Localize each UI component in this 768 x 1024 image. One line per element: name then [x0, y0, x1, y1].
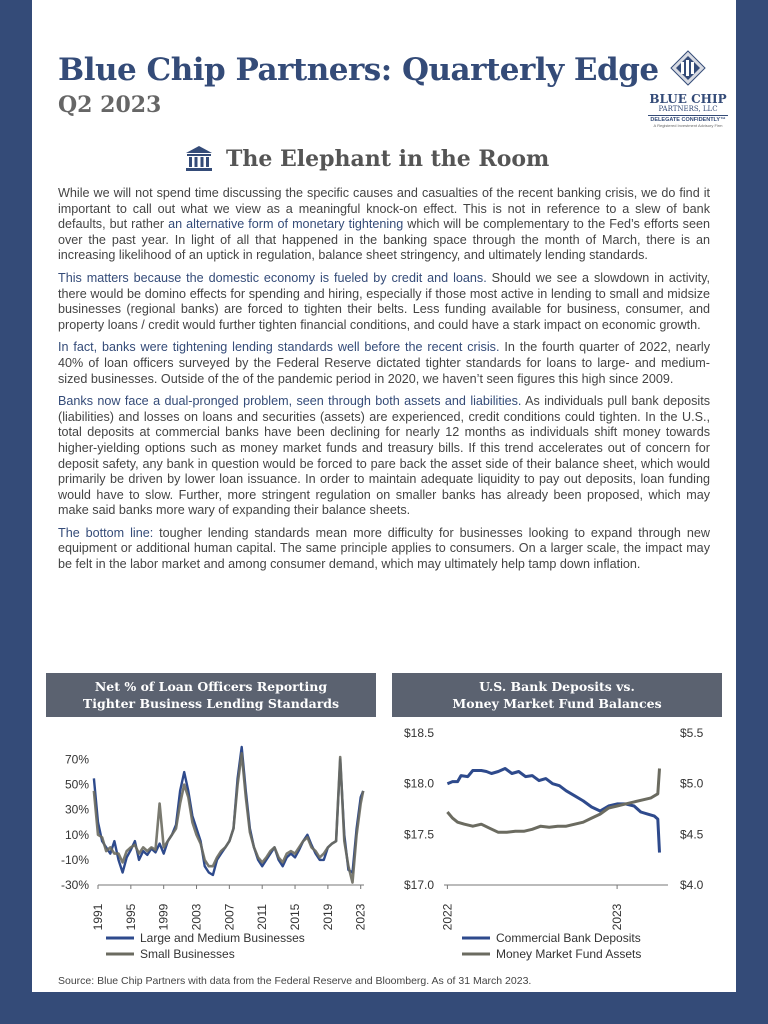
section-heading	[184, 144, 549, 174]
highlight-text: Banks now face a dual-pronged problem, seen through both assets and liabilities.	[58, 394, 522, 409]
y-tick-label: -30%	[60, 878, 89, 892]
legend-label: Money Market Fund Assets	[496, 947, 642, 961]
x-tick-label: 2023	[353, 903, 368, 931]
section-heading-text: The Elephant in the Room	[226, 146, 550, 172]
body-text: which will be complementary to the Fed’s efforts seen over the past year. In light of all that happened in the banking space through the month of March, there is an increasing likelihood of an uptick in regulation, balance sheet stringency, and ultimately lending standards.	[58, 217, 710, 263]
paragraph	[58, 271, 710, 333]
left-y-tick-label: $17.0	[403, 878, 434, 892]
x-tick-label: 1991	[91, 903, 105, 931]
x-tick-label: 2015	[288, 903, 303, 931]
right-y-tick-label: $5.5	[680, 726, 704, 740]
bottom-border-band	[0, 992, 768, 1024]
highlight-text: In fact, banks were tightening lending standards well before the recent crisis.	[58, 340, 500, 355]
x-tick-label: 2019	[320, 903, 335, 931]
body-text: Should we see a slowdown in activity, there would be domino effects for spending and hiring, especially if those most active in lending to small and midsize businesses (regional banks) are forced to tighten their belts. Less funding available for business, consumer, and property loans / credit would further tighten financial conditions, and could have a stark impact on economic growth.	[58, 270, 710, 332]
y-tick-label: 30%	[64, 802, 89, 817]
y-tick-label: 50%	[64, 777, 89, 792]
bank-icon	[184, 144, 214, 174]
article-body	[58, 186, 710, 580]
x-tick-label: 2023	[610, 903, 625, 931]
highlight-text: This matters because the domestic economy is fueled by credit and loans.	[58, 270, 487, 285]
series-line-small	[94, 753, 363, 882]
body-text: As individuals pull bank deposits (liabilities) and losses on loans and securities (assets) are experienced, credit conditions could tighten. In the U.S., total deposits at commercial banks have been declining for nearly 12 months as individuals shift money towards higher-yielding options such as money market funds and treasury bills. If this trend accelerates out of concern for deposit safety, any bank in question would be forced to pare back the asset side of their balance sheet, which would primarily be driven by lower loan issuance. In order to maintain adequate liquidity to pay out deposits, loan funding would have to slow. Further, more stringent regulation on smaller banks has already been proposed, which may make said banks more wary of expanding their balance sheets.	[58, 394, 710, 518]
series-line-mmf-assets	[447, 769, 659, 833]
highlight-text: an alternative form of monetary tightening	[168, 217, 404, 232]
company-logo	[636, 50, 740, 128]
left-border-band	[0, 0, 32, 1024]
left-y-tick-label: $18.0	[403, 776, 434, 791]
logo-tagline: DELEGATE CONFIDENTLY™	[648, 115, 728, 123]
right-y-tick-label: $4.5	[680, 827, 704, 842]
x-tick-label: 2007	[222, 903, 237, 931]
left-y-tick-label: $18.5	[403, 726, 434, 740]
paragraph	[58, 526, 710, 573]
highlight-text: The bottom line:	[58, 525, 154, 540]
chart-title-line: Net % of Loan Officers Reporting	[94, 679, 328, 694]
series-line-bank-deposits	[447, 769, 659, 853]
logo-tagline-sub: A Registered Investment Advisory Firm	[653, 123, 723, 128]
legend-label: Large and Medium Businesses	[140, 931, 305, 945]
left-y-tick-label: $17.5	[403, 827, 434, 842]
logo-mark-icon	[670, 50, 706, 86]
legend-label: Small Businesses	[140, 947, 235, 961]
y-tick-label: -10%	[60, 852, 89, 867]
logo-subname: PARTNERS, LLC	[658, 105, 718, 113]
x-tick-label: 1999	[156, 903, 171, 931]
x-tick-label: 2022	[440, 903, 455, 931]
paragraph	[58, 340, 710, 387]
chart-title	[392, 673, 722, 717]
right-y-tick-label: $5.0	[680, 776, 704, 791]
chart-title-line: Tighter Business Lending Standards	[82, 696, 340, 711]
x-tick-label: 2003	[189, 903, 204, 931]
chart-title-line: Money Market Fund Balances	[452, 696, 662, 711]
x-tick-label: 1995	[123, 903, 138, 931]
legend-label: Commercial Bank Deposits	[496, 931, 641, 945]
y-tick-label: 10%	[64, 827, 89, 842]
deposits-vs-mmf-chart	[392, 673, 722, 973]
logo-name: BLUE CHIP	[649, 92, 727, 106]
paragraph	[58, 394, 710, 519]
body-text: tougher lending standards mean more difficulty for businesses looking to expand through new equipment or additional human capital. The same principle applies to consumers. On a larger scale, the impact may be felt in the labor market and among consumer demand, which may ultimately help tamp down inflation.	[58, 525, 710, 572]
y-tick-label: 70%	[64, 752, 89, 767]
chart-title-line: U.S. Bank Deposits vs.	[479, 679, 635, 694]
chart-title	[46, 673, 376, 717]
right-border-band	[736, 0, 768, 1024]
source-note: Source: Blue Chip Partners with data from the Federal Reserve and Bloomberg. As of 31 March 2023.	[58, 975, 532, 987]
deposits-vs-mmf-plot	[392, 717, 722, 973]
body-text: In the fourth quarter of 2022, nearly 40% of loan officers surveyed by the Federal Reserve dictated tighter standards for loans to large- and medium-sized businesses. Outside of the of the pandemic period in 2020, we haven’t seen figures this high since 2009.	[58, 340, 711, 386]
body-text: While we will not spend time discussing the specific causes and casualties of the recent banking crisis, we do find it important to call out what we view as a meaningful knock-on effect. This is not in reference to a slew of bank defaults, but rather	[58, 186, 710, 232]
right-y-tick-label: $4.0	[680, 878, 704, 892]
x-tick-label: 2011	[255, 904, 270, 930]
loan-officers-plot	[46, 717, 376, 973]
loan-officers-chart	[46, 673, 376, 973]
page-subtitle: Q2 2023	[58, 92, 162, 118]
paragraph	[58, 186, 710, 264]
page-title: Blue Chip Partners: Quarterly Edge	[58, 52, 659, 88]
